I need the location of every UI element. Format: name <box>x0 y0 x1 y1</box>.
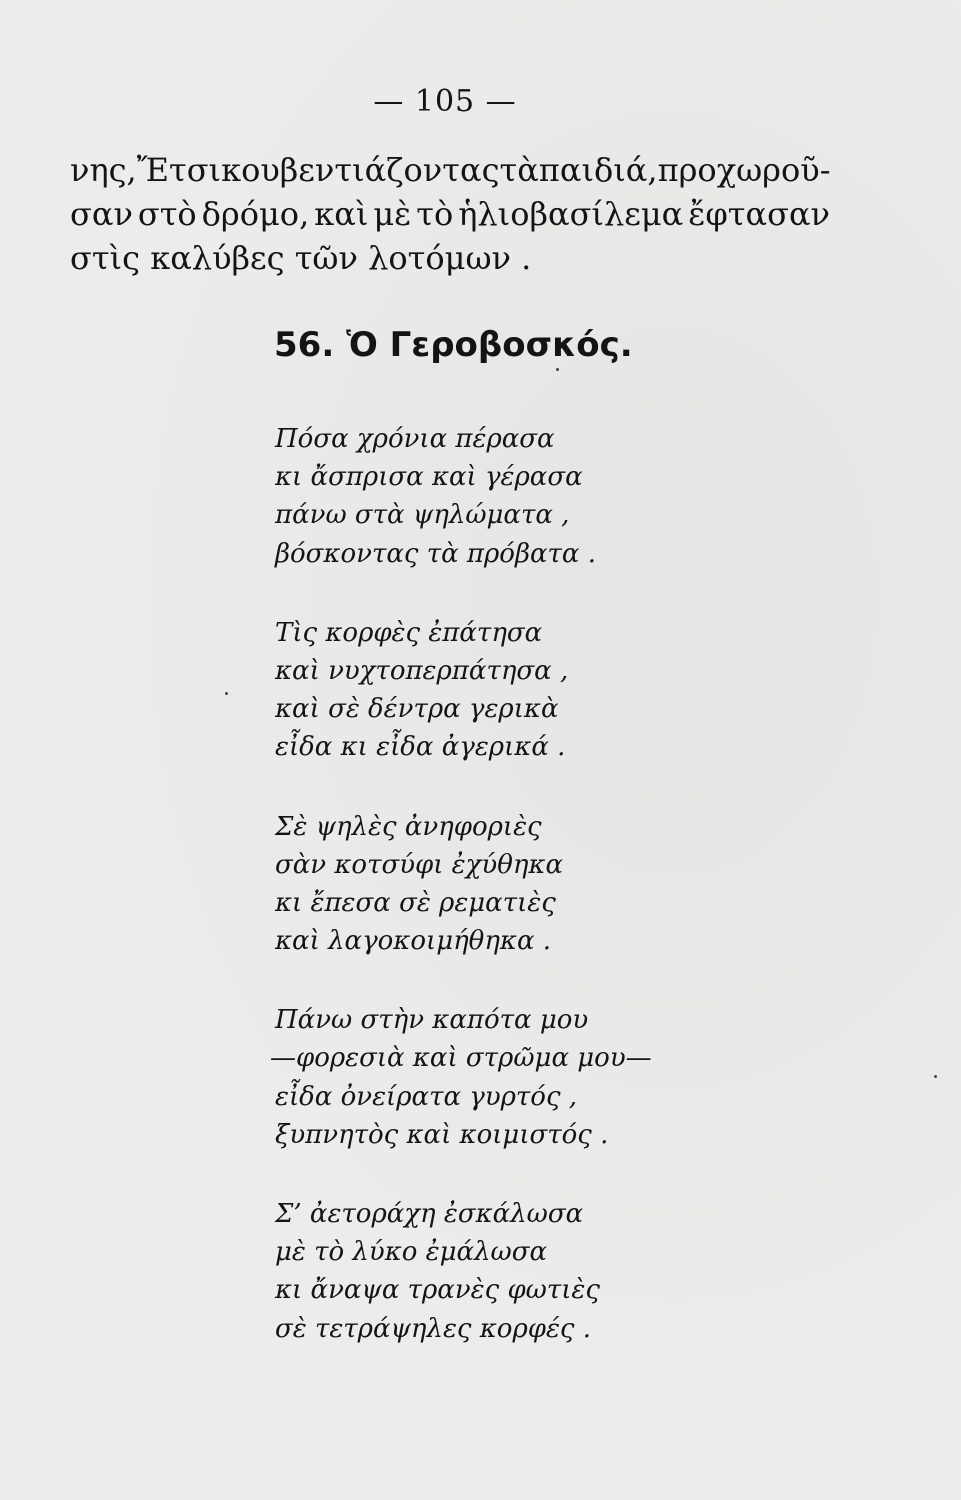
verse-line: καὶ λαγοκοιμήθηκα . <box>275 926 552 957</box>
verse-line: σὰν κοτσύφι ἐχύθηκα <box>275 849 564 880</box>
prose-word: νης, <box>70 151 137 189</box>
prose-line-2 <box>70 192 830 236</box>
verse-line: κι ἔπεσα σὲ ρεματιὲς <box>275 887 556 918</box>
stanza-spacer <box>275 1154 695 1195</box>
verse-line: Σὲ ψηλὲς ἀνηφοριὲς <box>275 811 542 842</box>
print-speck <box>225 692 228 695</box>
prose-word: καὶ <box>314 195 369 233</box>
prose-word: δρόμο, <box>201 195 310 233</box>
prose-word: προχωροῦ- <box>657 151 831 189</box>
verse-line: κι ἄσπρισα καὶ γέρασα <box>275 462 583 493</box>
prose-line-1 <box>70 148 830 192</box>
poem <box>270 420 695 1348</box>
stanza-spacer <box>275 960 695 1001</box>
stanza-2 <box>275 614 695 767</box>
prose-word: ἡλιοβασίλεμα <box>458 195 684 233</box>
prose-word: μὲ <box>373 195 412 233</box>
stanza-spacer <box>275 767 695 808</box>
verse-line: —φορεσιὰ καὶ στρῶμα μου— <box>270 1043 652 1074</box>
verse-line: καὶ νυχτοπερπάτησα , <box>275 655 569 686</box>
prose-word: ἔφτασαν <box>688 195 830 233</box>
prose-word: κουβεντιάζοντας <box>221 151 500 189</box>
print-speck <box>556 368 559 371</box>
verse-line: μὲ τὸ λύκο ἐμάλωσα <box>275 1237 548 1268</box>
print-speck <box>934 1075 937 1078</box>
prose-word: στὸ <box>137 195 197 233</box>
verse-line: Πόσα χρόνια πέρασα <box>275 424 555 454</box>
prose-paragraph <box>70 148 830 280</box>
stanza-5 <box>275 1195 695 1348</box>
verse-line: Πάνω στὴν καπότα μου <box>275 1005 589 1036</box>
verse-line: Σ’ ἀετοράχη ἐσκάλωσα <box>275 1199 584 1229</box>
verse-line: καὶ σὲ δέντρα γερικὰ <box>275 694 559 725</box>
verse-line: εἶδα κι εἶδα ἀγερικά . <box>275 732 566 763</box>
prose-word: τὸ <box>416 195 454 233</box>
verse-line: ξυπνητὸς καὶ κοιμιστός . <box>275 1119 609 1150</box>
verse-line: κι ἄναψα τρανὲς φωτιὲς <box>275 1275 600 1306</box>
verse-line: βόσκοντας τὰ πρόβατα . <box>275 538 597 569</box>
verse-line: εἶδα ὀνείρατα γυρτός , <box>275 1081 578 1112</box>
prose-word: Ἔτσι <box>136 151 222 189</box>
stanza-1 <box>275 420 695 573</box>
page-number: — 105 — <box>373 84 517 119</box>
stanza-3 <box>275 808 695 961</box>
prose-word: σαν <box>70 195 133 233</box>
poem-title: 56. Ὁ Γεροβοσκός. <box>274 325 633 365</box>
prose-word: τὰ <box>499 151 539 189</box>
verse-line: σὲ τετράψηλες κορφές . <box>275 1313 591 1344</box>
verse-line: Τὶς κορφὲς ἐπάτησα <box>275 617 543 648</box>
stanza-4 <box>270 1001 695 1154</box>
prose-line-3: στὶς καλύβες τῶν λοτόμων . <box>70 239 532 277</box>
verse-line: πάνω στὰ ψηλώματα , <box>275 500 570 531</box>
stanza-spacer <box>275 573 695 614</box>
prose-word: παιδιά, <box>538 151 658 189</box>
